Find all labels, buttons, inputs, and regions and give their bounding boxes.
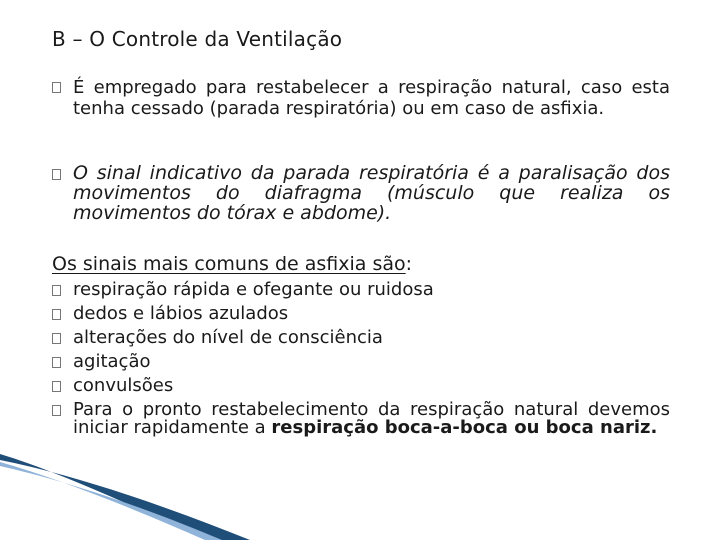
- signs-heading-colon: :: [405, 253, 413, 275]
- list-item-text: dedos e lábios azulados: [73, 303, 289, 324]
- slide-title: B – O Controle da Ventilação: [52, 27, 343, 51]
- decorative-swoosh: [0, 450, 720, 540]
- list-item-text: alterações do nível de consciência: [73, 327, 383, 348]
- checkbox-bullet-icon: [52, 309, 61, 320]
- checkbox-bullet-icon: [52, 405, 61, 416]
- signs-heading-text: Os sinais mais comuns de asfixia são: [52, 253, 406, 275]
- signs-heading: [52, 253, 412, 275]
- checkbox-bullet-icon: [52, 381, 61, 392]
- bullet-text: É empregado para restabelecer a respiração natural, caso esta tenha cessado (parada respiratória) ou em caso de asfixia.: [73, 77, 670, 119]
- swoosh-dark-stroke: [0, 454, 250, 540]
- list-item: [52, 398, 670, 437]
- checkbox-bullet-icon: [52, 169, 61, 180]
- bullet-item: [52, 163, 670, 223]
- bullet-text: O sinal indicativo da parada respiratória é a paralisação dos movimentos do diafragma (músculo que realiza os movimentos do tórax e abdome).: [73, 162, 670, 224]
- list-item-text: convulsões: [73, 375, 174, 396]
- checkbox-bullet-icon: [52, 357, 61, 368]
- list-item: [52, 326, 670, 350]
- list-item-text: [73, 398, 670, 437]
- list-item: [52, 278, 670, 302]
- list-item-plain-text: Para o pronto restabelecimento da respiração natural devemos iniciar rapidamente a: [73, 399, 670, 438]
- signs-list: [52, 278, 670, 437]
- list-item-text: respiração rápida e ofegante ou ruidosa: [73, 279, 434, 300]
- checkbox-bullet-icon: [52, 333, 61, 344]
- checkbox-bullet-icon: [52, 285, 61, 296]
- checkbox-bullet-icon: [52, 82, 61, 93]
- list-item: [52, 350, 670, 374]
- list-item-text: agitação: [73, 351, 151, 372]
- list-item: [52, 374, 670, 398]
- swoosh-light-stroke: [0, 462, 222, 540]
- list-item: [52, 302, 670, 326]
- bullet-item: [52, 77, 670, 119]
- list-item-emphasis: respiração boca-a-boca ou boca nariz.: [271, 417, 658, 438]
